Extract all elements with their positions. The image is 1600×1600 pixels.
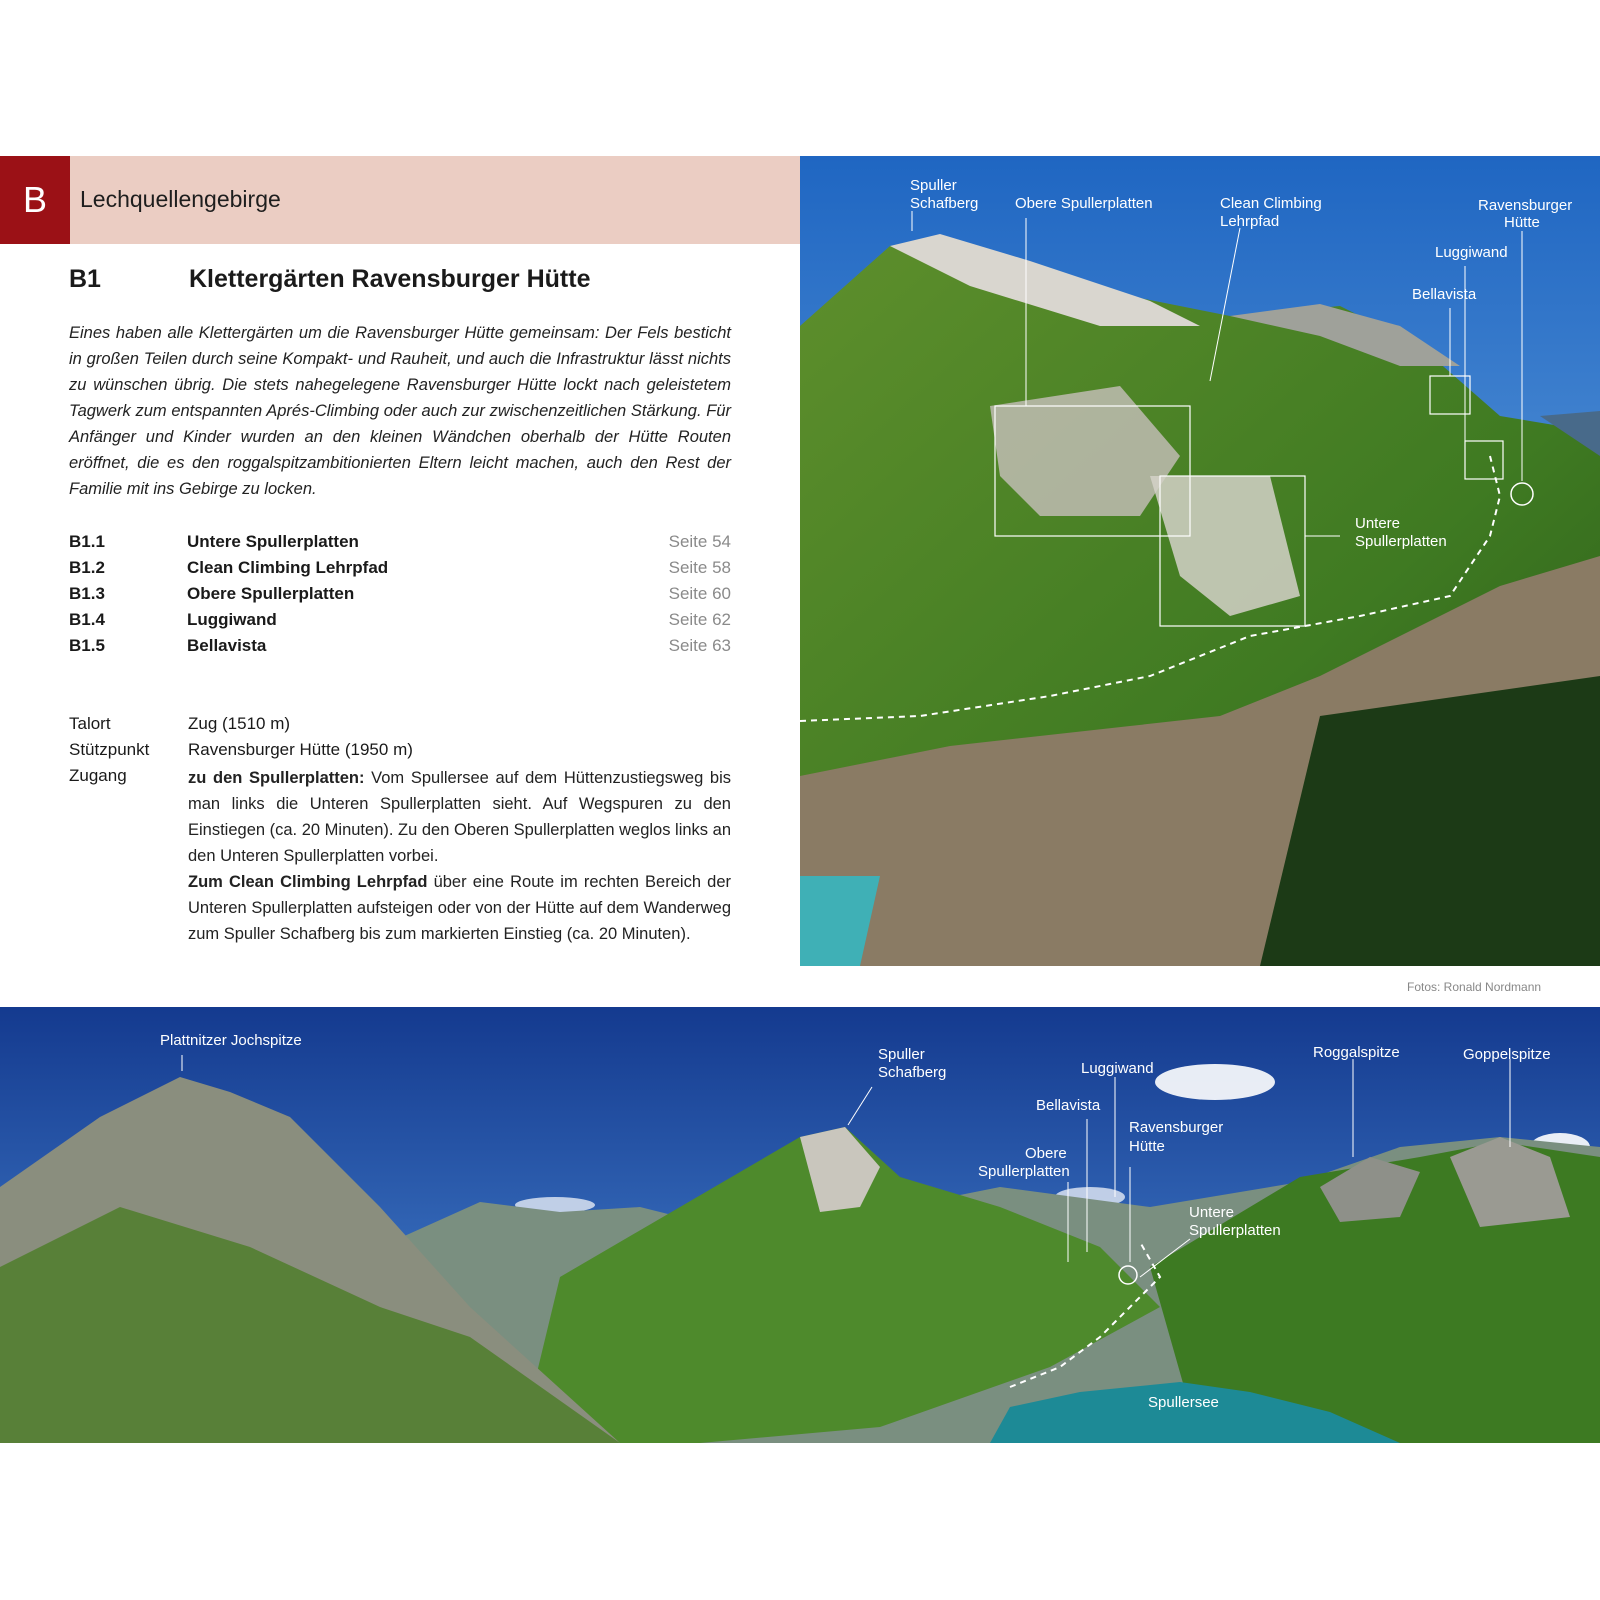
zugang-text-2: über eine Route im rechten Bereich der Unteren Spullerplatten aufsteigen oder von der Hütte auf dem Wanderweg zum Spuller Schafberg bis zum markierten Einstieg (ca. 20 Minuten). xyxy=(188,873,731,943)
photo-spullerplatten xyxy=(800,156,1600,966)
label-untere-1: Untere xyxy=(1355,515,1401,532)
toc-row xyxy=(69,584,731,610)
chapter-title: Lechquellengebirge xyxy=(80,186,281,212)
section-title: Klettergärten Ravensburger Hütte xyxy=(189,265,591,293)
label-roggalspitze: Roggalspitze xyxy=(1313,1044,1400,1061)
chapter-letter-badge xyxy=(0,156,70,244)
label-goppelspitze: Goppelspitze xyxy=(1463,1046,1551,1063)
toc-code: B1.5 xyxy=(69,636,105,655)
toc-code: B1.1 xyxy=(69,532,105,551)
label-untere-2: Spullerplatten xyxy=(1355,533,1447,550)
photo-credit: Fotos: Ronald Nordmann xyxy=(1407,980,1542,994)
toc-page: Seite 60 xyxy=(668,584,731,603)
toc-code: B1.3 xyxy=(69,584,105,603)
toc-name: Clean Climbing Lehrpfad xyxy=(187,558,389,577)
photo-panorama-illustration xyxy=(0,1007,1600,1443)
toc-code: B1.4 xyxy=(69,610,105,629)
label-spuller-schafberg-2: Schafberg xyxy=(878,1064,947,1081)
label-obere-2: Spullerplatten xyxy=(978,1163,1070,1180)
label-luggiwand: Luggiwand xyxy=(1435,244,1508,261)
zugang-text xyxy=(188,765,731,947)
toc-page: Seite 63 xyxy=(668,636,731,655)
toc-name: Bellavista xyxy=(187,636,267,655)
toc-page: Seite 54 xyxy=(668,532,731,551)
zugang-text-1: Vom Spullersee auf dem Hüttenzustiegsweg bis man links die Unteren Spullerplatten sieht. Auf Wegspuren zu den Einstiegen (ca. 20 Minuten). Zu den Oberen Spullerplatten weglos links an den Unteren Spullerplatten vorbei. xyxy=(188,769,731,865)
toc-page: Seite 62 xyxy=(668,610,731,629)
section-code: B1 xyxy=(69,265,101,293)
label-spuller-schafberg-1: Spuller xyxy=(910,177,957,194)
label-untere-1: Untere xyxy=(1189,1204,1235,1221)
label-bellavista: Bellavista xyxy=(1412,286,1477,303)
label-bellavista: Bellavista xyxy=(1036,1097,1101,1114)
zugang-bold-2: Zum Clean Climbing Lehrpfad xyxy=(188,873,428,891)
label-ravensburger-1: Ravensburger xyxy=(1129,1119,1224,1136)
label-clean-climbing-2: Lehrpfad xyxy=(1220,213,1280,230)
photo-spullerplatten-illustration xyxy=(800,156,1600,966)
label-ravensburger-2: Hütte xyxy=(1504,214,1540,231)
toc-name: Untere Spullerplatten xyxy=(187,532,359,551)
stuetzpunkt-value: Ravensburger Hütte (1950 m) xyxy=(188,740,413,759)
toc-name: Obere Spullerplatten xyxy=(187,584,355,603)
toc-row xyxy=(69,532,731,558)
label-untere-2: Spullerplatten xyxy=(1189,1222,1281,1239)
label-spuller-schafberg-2: Schafberg xyxy=(910,195,979,212)
toc-name: Luggiwand xyxy=(187,610,277,629)
talort-label: Talort xyxy=(69,714,111,733)
label-obere-1: Obere xyxy=(1025,1145,1067,1162)
intro-paragraph: Eines haben alle Klettergärten um die Ravensburger Hütte gemeinsam: Der Fels besticht in großen Teilen durch seine Kompakt- und Rauheit, und auch die Infrastruktur lässt nichts zu wünschen übrig. Die stets nahegelegene Ravensburger Hütte lockt nach geleistetem Tagwerk zum entspannten Aprés-Climbing oder auch zur zwischenzeitlichen Stärkung. Für Anfänger und Kinder wurden an den kleinen Wändchen oberhalb der Hütte Routen eröffnet, die es den roggalspitzambitionierten Eltern leicht machen, auch den Rest der Familie mit ins Gebirge zu locken. xyxy=(69,324,731,498)
label-plattnitzer: Plattnitzer Jochspitze xyxy=(160,1032,302,1049)
talort-value: Zug (1510 m) xyxy=(188,714,291,733)
label-spuller-schafberg-1: Spuller xyxy=(878,1046,925,1063)
photo-panorama xyxy=(0,1007,1600,1443)
label-luggiwand: Luggiwand xyxy=(1081,1060,1154,1077)
zugang-bold-1: zu den Spullerplatten: xyxy=(188,769,365,787)
label-ravensburger-1: Ravensburger xyxy=(1478,197,1573,214)
stuetzpunkt-label: Stützpunkt xyxy=(69,740,150,759)
chapter-letter: B xyxy=(22,179,47,220)
toc-row xyxy=(69,558,731,584)
toc-row xyxy=(69,610,731,636)
toc-row xyxy=(69,636,731,662)
toc-code: B1.2 xyxy=(69,558,105,577)
toc-page: Seite 58 xyxy=(668,558,731,577)
label-spullersee: Spullersee xyxy=(1148,1394,1219,1411)
label-ravensburger-2: Hütte xyxy=(1129,1138,1165,1155)
label-obere-spullerplatten: Obere Spullerplatten xyxy=(1015,195,1153,212)
label-clean-climbing-1: Clean Climbing xyxy=(1220,195,1322,212)
zugang-label: Zugang xyxy=(69,766,127,785)
